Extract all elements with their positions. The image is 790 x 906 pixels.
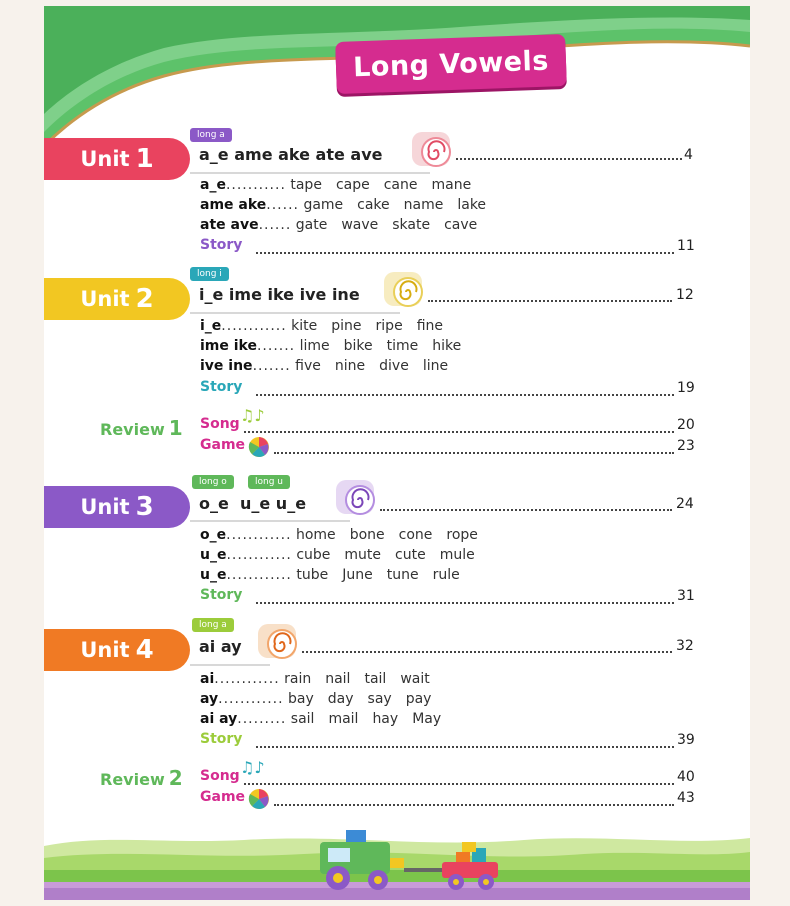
unit-3-heading: o_e u_e u_e xyxy=(199,494,307,513)
word: tape xyxy=(290,177,322,193)
page-title: Long Vowels xyxy=(352,45,550,83)
word: dive xyxy=(379,358,409,374)
row-dots: ....... xyxy=(256,338,296,354)
word: game xyxy=(303,197,344,213)
row-key: ay xyxy=(200,691,219,707)
leader-dots xyxy=(244,431,674,433)
word-row xyxy=(200,711,455,727)
row-dots: ......... xyxy=(237,711,287,727)
svg-text:♫♪: ♫♪ xyxy=(240,758,265,777)
word: rule xyxy=(432,567,460,583)
word: day xyxy=(327,691,354,707)
word: lake xyxy=(457,197,487,213)
page-number: 39 xyxy=(677,732,695,748)
row-key: o_e xyxy=(200,527,227,543)
review-label: Review xyxy=(100,420,165,439)
word: ripe xyxy=(375,318,403,334)
word: line xyxy=(422,358,449,374)
word: mule xyxy=(439,547,475,563)
music-notes-icon xyxy=(240,403,276,425)
page xyxy=(44,6,750,900)
page-number: 43 xyxy=(677,790,695,806)
tag-long-a: long a xyxy=(192,618,234,632)
swirl-roll-icon xyxy=(256,620,302,662)
leader-dots xyxy=(256,746,674,748)
row-key: ai xyxy=(200,671,215,687)
page-number: 40 xyxy=(677,769,695,785)
unit-4-band xyxy=(44,629,190,671)
word: cave xyxy=(444,217,478,233)
word-row xyxy=(200,527,492,543)
word: nail xyxy=(325,671,351,687)
word: hay xyxy=(372,711,399,727)
word: May xyxy=(412,711,442,727)
unit-4-heading: ai ay xyxy=(199,637,242,656)
row-dots: ....... xyxy=(252,358,291,374)
word-row xyxy=(200,217,491,233)
divider xyxy=(190,664,270,666)
unit-number: 2 xyxy=(135,284,154,314)
swirl-roll-icon xyxy=(334,476,380,518)
row-key: u_e xyxy=(200,567,227,583)
word-row xyxy=(200,547,489,563)
color-wheel-icon xyxy=(248,788,270,810)
svg-text:♫♪: ♫♪ xyxy=(240,406,265,425)
swirl-roll-icon xyxy=(382,268,428,310)
story-label: Story xyxy=(200,731,243,747)
page-number: 11 xyxy=(677,238,695,254)
review-1-label xyxy=(100,416,183,440)
song-label: Song xyxy=(200,768,240,784)
row-dots: ........... xyxy=(225,177,286,193)
word-row xyxy=(200,358,462,374)
word-row xyxy=(200,177,485,193)
word: pine xyxy=(331,318,362,334)
page-number: 12 xyxy=(676,287,694,303)
word: cane xyxy=(383,177,418,193)
word-row xyxy=(200,318,457,334)
word: cape xyxy=(335,177,370,193)
page-number: 24 xyxy=(676,496,694,512)
row-key: ate ave xyxy=(200,217,259,233)
song-label: Song xyxy=(200,416,240,432)
word: gate xyxy=(295,217,328,233)
word-row xyxy=(200,567,474,583)
unit-number: 3 xyxy=(135,492,154,522)
unit-label: Unit xyxy=(80,147,130,171)
game-label: Game xyxy=(200,437,246,453)
word: pay xyxy=(405,691,432,707)
word: bay xyxy=(288,691,314,707)
word: rain xyxy=(284,671,312,687)
word: tune xyxy=(386,567,419,583)
row-key: i_e xyxy=(200,318,222,334)
page-number: 20 xyxy=(677,417,695,433)
tag-long-u: long u xyxy=(248,475,290,489)
unit-number: 4 xyxy=(135,635,154,665)
title-badge xyxy=(335,34,567,94)
word: say xyxy=(367,691,392,707)
word: kite xyxy=(291,318,318,334)
row-key: ame ake xyxy=(200,197,267,213)
unit-1-heading: a_e ame ake ate ave xyxy=(199,145,383,164)
tag-long-i: long i xyxy=(190,267,229,281)
row-dots: ............ xyxy=(226,547,292,563)
row-dots: ............ xyxy=(221,318,287,334)
word: wait xyxy=(400,671,430,687)
story-label: Story xyxy=(200,237,243,253)
review-number: 2 xyxy=(168,766,183,790)
word: mail xyxy=(328,711,359,727)
word: cone xyxy=(398,527,433,543)
review-number: 1 xyxy=(168,416,183,440)
leader-dots xyxy=(256,252,674,254)
divider xyxy=(190,312,400,314)
divider xyxy=(190,520,350,522)
unit-1-band xyxy=(44,138,190,180)
word: nine xyxy=(334,358,366,374)
page-number: 19 xyxy=(677,380,695,396)
row-dots: ............ xyxy=(226,567,292,583)
leader-dots xyxy=(256,602,674,604)
unit-label: Unit xyxy=(80,495,130,519)
word: cube xyxy=(296,547,331,563)
word: cute xyxy=(395,547,426,563)
tractor-icon xyxy=(316,828,506,896)
page-number: 32 xyxy=(676,638,694,654)
leader-dots xyxy=(428,300,672,302)
unit-label: Unit xyxy=(80,638,130,662)
word-row xyxy=(200,338,475,354)
tag-long-a: long a xyxy=(190,128,232,142)
swirl-roll-icon xyxy=(410,128,456,170)
leader-dots xyxy=(244,783,674,785)
word: skate xyxy=(392,217,431,233)
leader-dots xyxy=(302,651,672,653)
word: fine xyxy=(416,318,443,334)
word-row xyxy=(200,691,445,707)
divider xyxy=(190,172,430,174)
story-label: Story xyxy=(200,587,243,603)
word: hike xyxy=(432,338,462,354)
word: lime xyxy=(299,338,330,354)
row-key: ive ine xyxy=(200,358,253,374)
row-dots: ............ xyxy=(226,527,292,543)
word: name xyxy=(403,197,444,213)
page-number: 4 xyxy=(684,147,693,163)
row-dots: ............ xyxy=(214,671,280,687)
color-wheel-icon xyxy=(248,436,270,458)
word: sail xyxy=(290,711,315,727)
leader-dots xyxy=(456,158,682,160)
word: bone xyxy=(349,527,385,543)
word: mane xyxy=(431,177,472,193)
row-key: ai ay xyxy=(200,711,238,727)
leader-dots xyxy=(256,394,674,396)
story-label: Story xyxy=(200,379,243,395)
leader-dots xyxy=(274,452,674,454)
unit-2-band xyxy=(44,278,190,320)
tag-long-o: long o xyxy=(192,475,234,489)
review-label: Review xyxy=(100,770,165,789)
row-key: u_e xyxy=(200,547,227,563)
unit-3-band xyxy=(44,486,190,528)
word-row xyxy=(200,671,444,687)
page-number: 23 xyxy=(677,438,695,454)
review-2-label xyxy=(100,766,183,790)
unit-label: Unit xyxy=(80,287,130,311)
word: five xyxy=(295,358,321,374)
word: home xyxy=(295,527,336,543)
word: wave xyxy=(341,217,379,233)
word: time xyxy=(386,338,419,354)
word: mute xyxy=(344,547,382,563)
leader-dots xyxy=(380,509,672,511)
row-dots: ...... xyxy=(258,217,292,233)
word: tube xyxy=(296,567,329,583)
word: bike xyxy=(343,338,373,354)
row-dots: ............ xyxy=(218,691,284,707)
word: June xyxy=(342,567,373,583)
unit-number: 1 xyxy=(135,144,154,174)
row-key: ime ike xyxy=(200,338,257,354)
page-number: 31 xyxy=(677,588,695,604)
leader-dots xyxy=(274,804,674,806)
unit-2-heading: i_e ime ike ive ine xyxy=(199,285,360,304)
row-key: a_e xyxy=(200,177,226,193)
music-notes-icon xyxy=(240,755,276,777)
word: rope xyxy=(446,527,478,543)
game-label: Game xyxy=(200,789,246,805)
word-row xyxy=(200,197,500,213)
row-dots: ...... xyxy=(266,197,299,213)
word: tail xyxy=(364,671,387,687)
word: cake xyxy=(357,197,390,213)
